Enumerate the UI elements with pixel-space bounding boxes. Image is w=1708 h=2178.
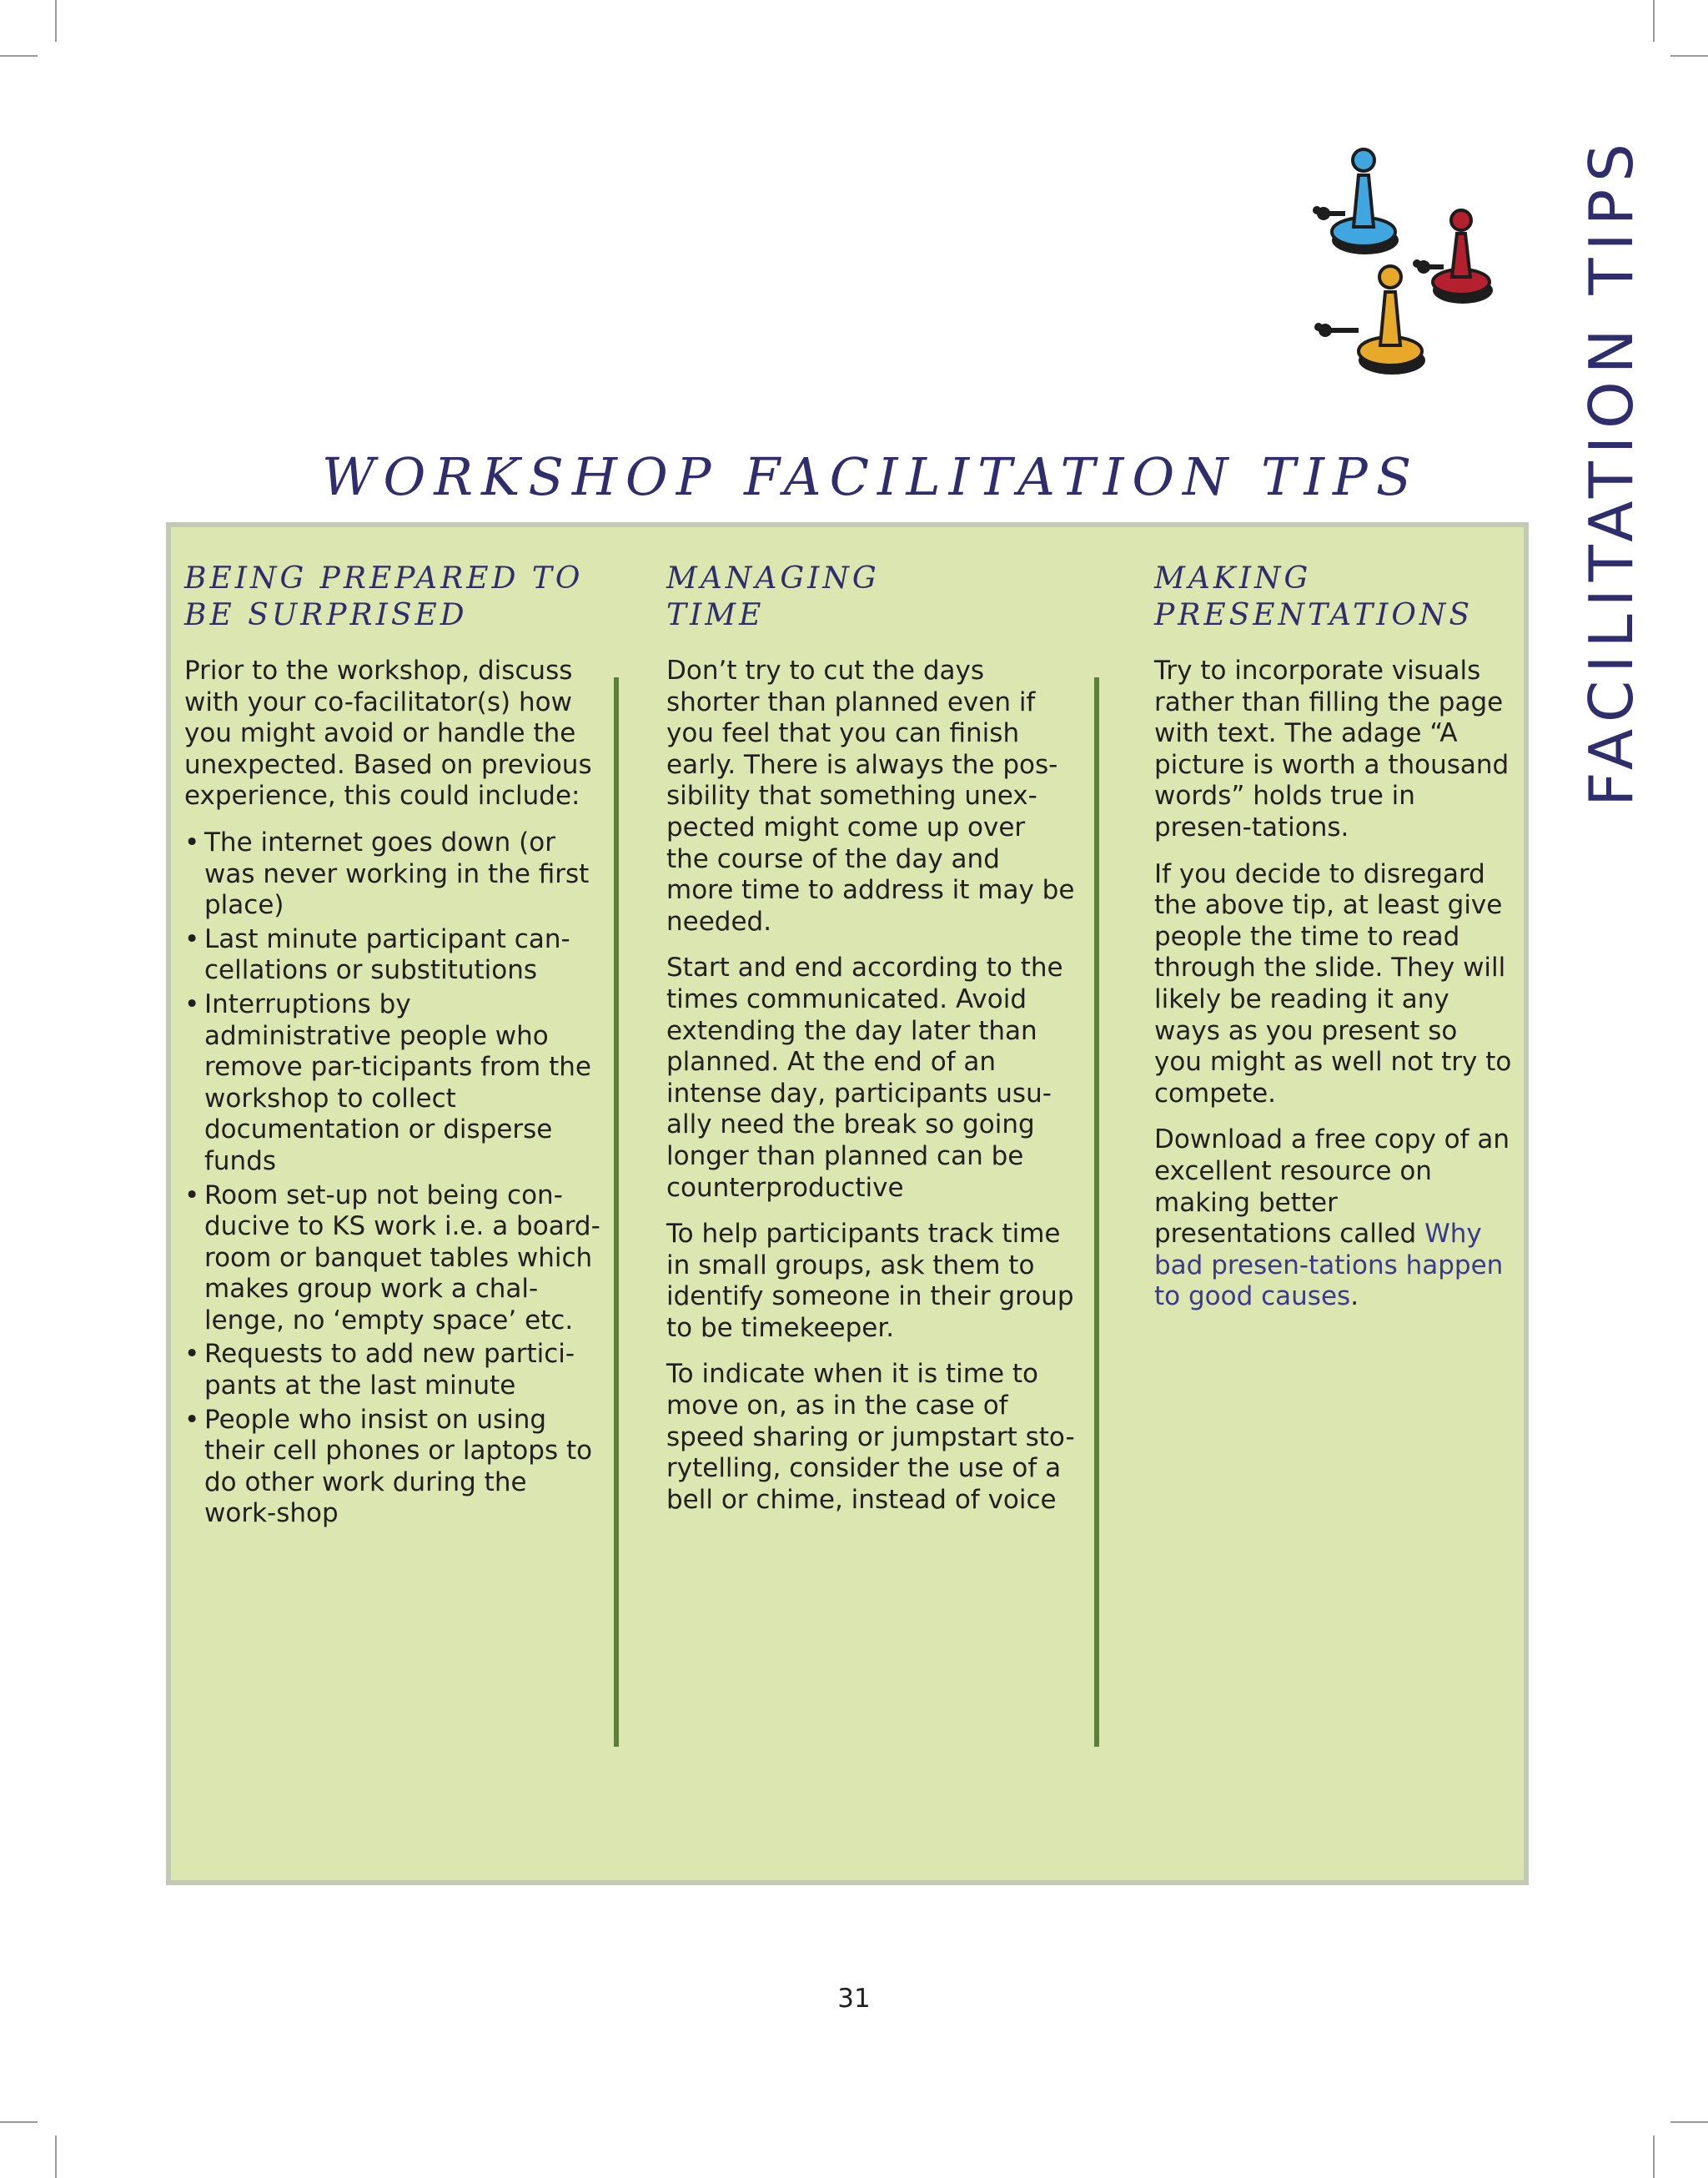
heading-line: MAKING <box>1154 561 1312 596</box>
column-making-presentations <box>1154 561 1513 1328</box>
download-text: Download a free copy of an excellent resource on making better presentations called <box>1154 1124 1510 1250</box>
column-heading <box>184 561 601 634</box>
surprise-list <box>184 827 601 1530</box>
side-title: FACILITATION TIPS <box>1576 136 1646 807</box>
crop-mark <box>1670 2121 1708 2123</box>
list-item: • Room set-up not being con-ducive to KS work i.e. a board-room or banquet tables which makes group work a chal-lenge, no ‘empty space’ etc. <box>184 1180 600 1335</box>
crop-mark <box>1653 2135 1655 2178</box>
intro-paragraph: Prior to the workshop, discuss with your co-facilitator(s) how you might avoid or handle the unexpected. Based on previous experience, this could include: <box>184 656 592 812</box>
crop-mark <box>55 0 57 42</box>
list-item-text: Room set-up not being con-ducive to KS work i.e. a board-room or banquet tables which makes group work a chal-lenge, no ‘empty space’ etc. <box>204 1180 600 1335</box>
crop-mark <box>1670 55 1708 57</box>
list-item: • Last minute participant can-cellations or substitutions <box>184 923 570 986</box>
column-heading <box>666 561 1075 634</box>
blue-pawn-icon <box>1313 149 1399 254</box>
game-pawns-illustration <box>1305 142 1501 384</box>
heading-line: BEING PREPARED TO <box>184 561 584 596</box>
yellow-pawn-icon <box>1314 266 1425 375</box>
page-title: WORKSHOP FACILITATION TIPS <box>321 446 1420 507</box>
paragraph: If you decide to disregard the above tip, at least give people the time to read through the slide. They will likely be reading it any ways as you present so you might as well not try to compete. <box>1154 858 1512 1109</box>
column-managing-time <box>666 561 1075 1531</box>
column-divider <box>614 677 619 1747</box>
page-number: 31 <box>837 1984 871 2014</box>
list-item: • Interruptions by administrative people who remove par-ticipants from the workshop to collect documentation or disperse funds <box>184 988 591 1176</box>
paragraph: Don’t try to cut the days shorter than planned even if you feel that you can finish early. There is always the pos-sibility that something unex-pected might come up over the course of the day and more time to address it may be needed. <box>666 656 1075 937</box>
resource-link[interactable]: Why bad presen-tations happen to good causes <box>1154 1219 1504 1312</box>
heading-line: BE SURPRISED <box>184 598 468 632</box>
paragraph: Try to incorporate visuals rather than filling the page with text. The adage “A picture is worth a thousand words” holds true in presen-tations. <box>1154 656 1510 843</box>
list-item: • Requests to add new partici-pants at the last minute <box>184 1339 575 1401</box>
paragraph: To help participants track time in small groups, ask them to identify someone in their group to be timekeeper. <box>666 1219 1074 1343</box>
red-pawn-icon <box>1413 210 1493 304</box>
paragraph: Start and end according to the times communicated. Avoid extending the day later than planned. At the end of an intense day, participants usu-ally need the break so going longer than planned can be counterproductive <box>666 953 1063 1203</box>
list-item-text: People who insist on using their cell phones or laptops to do other work during the work-shop <box>204 1404 593 1529</box>
list-item-text: Last minute participant can-cellations or substitutions <box>204 923 570 986</box>
crop-mark <box>55 2135 57 2178</box>
list-item-text: The internet goes down (or was never working in the first place) <box>204 827 590 921</box>
column-divider <box>1094 677 1099 1747</box>
list-item: • The internet goes down (or was never working in the first place) <box>184 827 590 921</box>
column-heading <box>1154 561 1513 634</box>
heading-line: PRESENTATIONS <box>1154 598 1474 632</box>
heading-line: MANAGING <box>666 561 880 596</box>
list-item: • People who insist on using their cell phones or laptops to do other work during the work-shop <box>184 1404 593 1529</box>
crop-mark <box>1653 0 1655 42</box>
paragraph: To indicate when it is time to move on, as in the case of speed sharing or jumpstart sto-rytelling, consider the use of a bell or chime, instead of voice <box>666 1359 1075 1515</box>
download-text-end: . <box>1350 1281 1359 1312</box>
crop-mark <box>0 55 38 57</box>
column-being-prepared <box>184 561 601 1532</box>
list-item-text: Interruptions by administrative people who remove par-ticipants from the workshop to collect documentation or disperse funds <box>204 988 591 1176</box>
download-paragraph <box>1154 1124 1513 1313</box>
heading-line: TIME <box>666 598 765 632</box>
crop-mark <box>0 2121 38 2123</box>
list-item-text: Requests to add new partici-pants at the last minute <box>204 1339 575 1401</box>
